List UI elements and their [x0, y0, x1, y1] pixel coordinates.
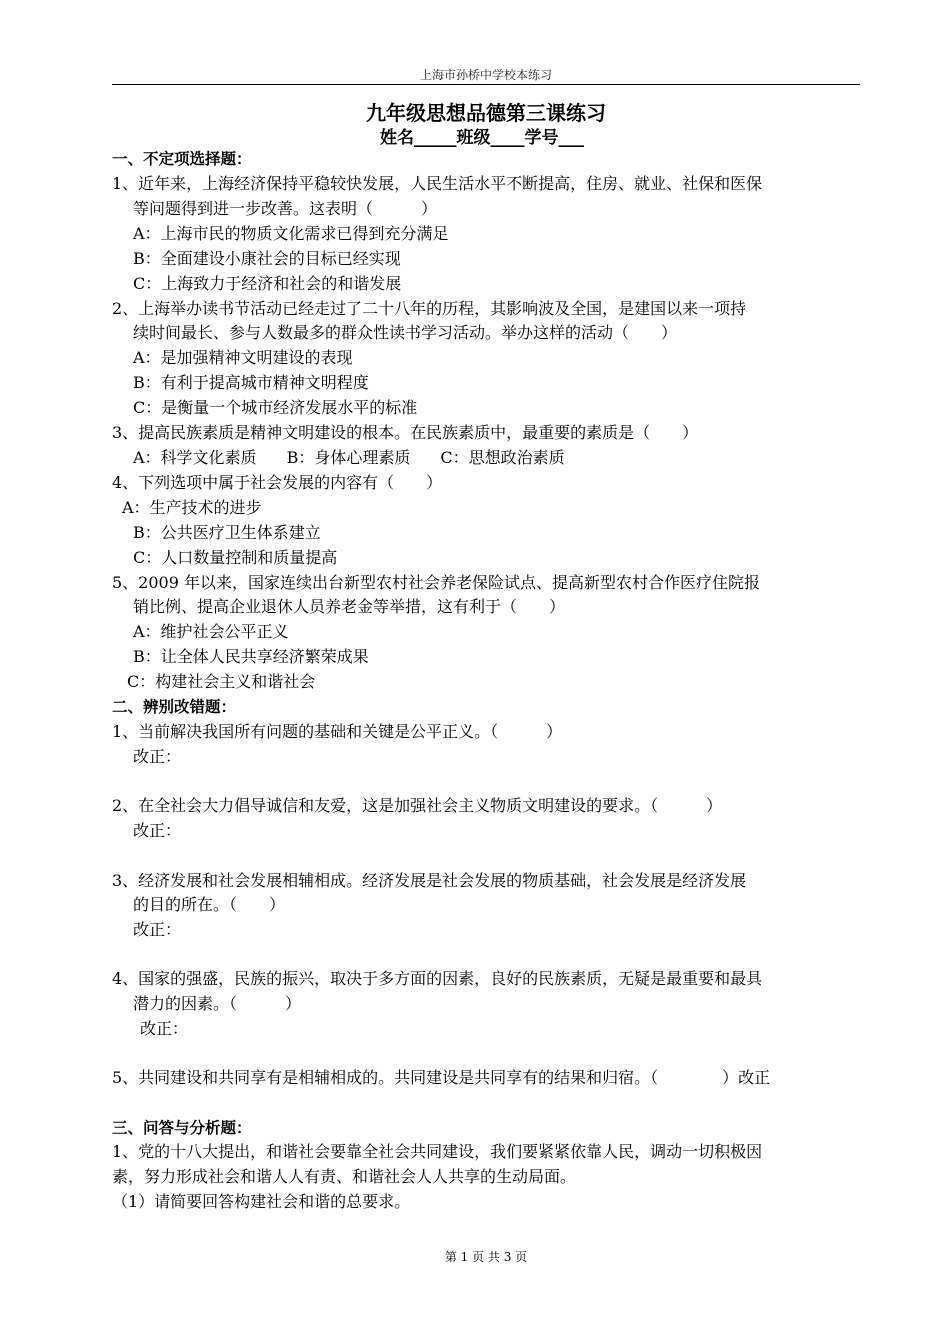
question-text: 1、当前解决我国所有问题的基础和关键是公平正义。（ ） [112, 722, 563, 741]
option-c: C：是衡量一个城市经济发展水平的标准 [133, 398, 418, 417]
question-text: 4、国家的强盛，民族的振兴，取决于多方面的因素，良好的民族素质，无疑是最重要和最具 [112, 969, 763, 988]
page-header: 上海市孙桥中学校本练习 [419, 68, 552, 82]
question-text: 潜力的因素。（ ） [133, 994, 302, 1013]
sub-question: （1）请简要回答构建社会和谐的总要求。 [112, 1192, 411, 1211]
question-text: 等问题得到进一步改善。这表明（ ） [133, 199, 438, 218]
question-text: 3、经济发展和社会发展相辅相成。经济发展是社会发展的物质基础，社会发展是经济发展 [112, 871, 747, 890]
section-heading-essay: 三、问答与分析题： [112, 1119, 252, 1137]
question-text: 销比例、提高企业退休人员养老金等举措，这有利于（ ） [133, 597, 566, 616]
question-text: 5、2009 年以来，国家连续出台新型农村社会养老保险试点、提高新型农村合作医疗住院报 [112, 573, 760, 592]
question-text: 1、党的十八大提出，和谐社会要靠全社会共同建设，我们要紧紧依靠人民，调动一切积极因 [112, 1142, 763, 1161]
option-a: A：上海市民的物质文化需求已得到充分满足 [133, 224, 449, 243]
options-row [133, 447, 595, 469]
question-text: 的目的所在。（ ） [133, 895, 286, 914]
option-b: B：有利于提高城市精神文明程度 [133, 373, 369, 392]
question-text: 5、共同建设和共同享有是相辅相成的。共同建设是共同享有的结果和归宿。（ ）改正 [112, 1068, 771, 1087]
option-c: C：构建社会主义和谐社会 [127, 672, 316, 691]
section-heading-correction: 二、辨别改错题： [112, 698, 237, 716]
question-text: 4、下列选项中属于社会发展的内容有（ ） [112, 473, 443, 492]
question-text: 续时间最长、参与人数最多的群众性读书学习活动。举办这样的活动（ ） [133, 323, 678, 342]
option-c: C：上海致力于经济和社会的和谐发展 [133, 274, 402, 293]
option-b: B：身体心理素质 [286, 448, 411, 467]
page-title: 九年级思想品德第三课练习 [366, 101, 606, 125]
option-b: B：让全体人民共享经济繁荣成果 [133, 647, 369, 666]
option-b: B：公共医疗卫生体系建立 [133, 523, 321, 542]
option-a: A：生产技术的进步 [122, 498, 262, 517]
question-text: 3、提高民族素质是精神文明建设的根本。在民族素质中，最重要的素质是（ ） [112, 423, 699, 442]
student-info-line: 姓名_____班级____学号___ [380, 128, 584, 148]
option-c: C：思想政治素质 [440, 448, 565, 467]
header-divider [112, 84, 860, 85]
option-b: B：全面建设小康社会的目标已经实现 [133, 249, 401, 268]
correction-label: 改正： [140, 1019, 189, 1038]
page-footer: 第 1 页 共 3 页 [444, 1250, 528, 1264]
option-a: A：维护社会公平正义 [133, 622, 289, 641]
correction-label: 改正： [133, 821, 182, 840]
question-text: 素，努力形成社会和谐人人有责、和谐社会人人共享的生动局面。 [112, 1167, 577, 1186]
question-text: 2、上海举办读书节活动已经走过了二十八年的历程，其影响波及全国，是建国以来一项持 [112, 299, 747, 318]
option-a: A：科学文化素质 [133, 448, 257, 467]
section-heading-choice: 一、不定项选择题： [112, 150, 252, 168]
question-text: 2、在全社会大力倡导诚信和友爱，这是加强社会主义物质文明建设的要求。（ ） [112, 796, 723, 815]
correction-label: 改正： [133, 747, 182, 766]
correction-label: 改正： [133, 920, 182, 939]
option-a: A：是加强精神文明建设的表现 [133, 348, 353, 367]
option-c: C：人口数量控制和质量提高 [133, 548, 338, 567]
question-text: 1、近年来，上海经济保持平稳较快发展，人民生活水平不断提高，住房、就业、社保和医保 [112, 174, 763, 193]
